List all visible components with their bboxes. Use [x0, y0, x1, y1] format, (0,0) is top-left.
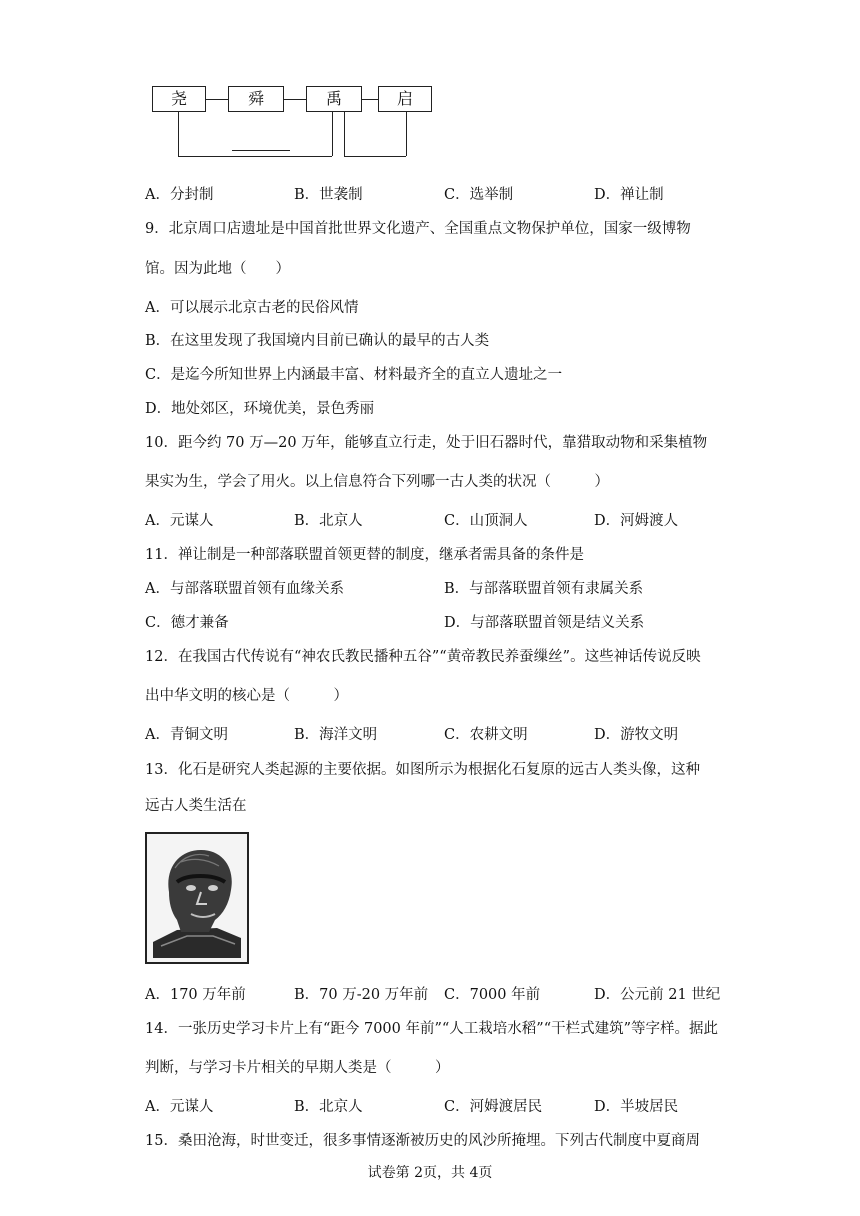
diagram-box-yao: 尧 [152, 86, 206, 112]
q9-option-d[interactable]: D．地处郊区，环境优美，景色秀丽 [145, 401, 375, 417]
q11-option-a[interactable]: A．与部落联盟首领有血缘关系 [145, 581, 344, 597]
q13-stem: 13．化石是研究人类起源的主要依据。如图所示为根据化石复原的远古人类头像，这种 [145, 762, 700, 778]
q12-option-b[interactable]: B．海洋文明 [294, 727, 378, 743]
q10-option-a[interactable]: A．元谋人 [145, 513, 214, 529]
q9-option-a[interactable]: A．可以展示北京古老的民俗风情 [145, 300, 359, 316]
q13-option-c[interactable]: C．7000 年前 [444, 987, 541, 1003]
q9-stem: 9．北京周口店遗址是中国首批世界文化遗产、全国重点文物保护单位，国家一级博物 [145, 221, 691, 237]
q9-option-b[interactable]: B．在这里发现了我国境内目前已确认的最早的古人类 [145, 333, 490, 349]
diagram-box-shun: 舜 [228, 86, 284, 112]
q14-stem: 14．一张历史学习卡片上有“距今 7000 年前”“人工栽培水稻”“干栏式建筑”等字样。据此 [145, 1021, 719, 1037]
q14-option-d[interactable]: D．半坡居民 [594, 1099, 679, 1115]
q14-option-c[interactable]: C．河姆渡居民 [444, 1099, 543, 1115]
q11-option-c[interactable]: C．德才兼备 [145, 615, 229, 631]
q12-option-a[interactable]: A．青铜文明 [145, 727, 228, 743]
q14-option-a[interactable]: A．元谋人 [145, 1099, 214, 1115]
succession-diagram [140, 70, 440, 165]
q9-stem-cont: 馆。因为此地（ ） [145, 261, 290, 277]
q14-option-b[interactable]: B．北京人 [294, 1099, 363, 1115]
q9-option-c[interactable]: C．是迄今所知世界上内涵最丰富、材料最齐全的直立人遗址之一 [145, 367, 563, 383]
q10-option-d[interactable]: D．河姆渡人 [594, 513, 679, 529]
q12-stem-cont: 出中华文明的核心是（ ） [145, 688, 348, 704]
q13-option-b[interactable]: B．70 万-20 万年前 [294, 987, 429, 1003]
diagram-connector [284, 99, 306, 100]
bracket-line [406, 112, 407, 156]
q13-option-a[interactable]: A．170 万年前 [145, 987, 246, 1003]
bracket-line [178, 112, 179, 156]
q11-option-b[interactable]: B．与部落联盟首领有隶属关系 [444, 581, 644, 597]
q8-option-d[interactable]: D．禅让制 [594, 187, 664, 203]
q14-stem-cont: 判断，与学习卡片相关的早期人类是（ ） [145, 1060, 450, 1076]
diagram-box-qi: 启 [378, 86, 432, 112]
q12-stem: 12．在我国古代传说有“神农氏教民播种五谷”“黄帝教民养蚕缫丝”。这些神话传说反映 [145, 649, 701, 665]
bracket-line [344, 156, 406, 157]
q13-stem-cont: 远古人类生活在 [145, 798, 247, 814]
diagram-connector [206, 99, 228, 100]
answer-blank [232, 150, 290, 151]
bracket-line [178, 156, 332, 157]
page-footer: 试卷第 2页，共 4页 [367, 1165, 493, 1181]
q11-stem: 11．禅让制是一种部落联盟首领更替的制度，继承者需具备的条件是 [145, 547, 584, 563]
fossil-head-illustration [147, 834, 247, 962]
diagram-connector [362, 99, 378, 100]
diagram-box-yu: 禹 [306, 86, 362, 112]
q10-stem: 10．距今约 70 万—20 万年，能够直立行走，处于旧石器时代，靠猎取动物和采集植物 [145, 435, 708, 451]
q8-option-a[interactable]: A．分封制 [145, 187, 214, 203]
q10-option-b[interactable]: B．北京人 [294, 513, 363, 529]
bracket-line [344, 112, 345, 156]
q12-option-c[interactable]: C．农耕文明 [444, 727, 528, 743]
q13-option-d[interactable]: D．公元前 21 世纪 [594, 987, 721, 1003]
q8-option-b[interactable]: B．世袭制 [294, 187, 363, 203]
q12-option-d[interactable]: D．游牧文明 [594, 727, 679, 743]
fossil-head-image [145, 832, 249, 964]
q11-option-d[interactable]: D．与部落联盟首领是结义关系 [444, 615, 645, 631]
q10-option-c[interactable]: C．山顶洞人 [444, 513, 528, 529]
q15-stem: 15．桑田沧海，时世变迁，很多事情逐渐被历史的风沙所掩埋。下列古代制度中夏商周 [145, 1133, 700, 1149]
bracket-line [332, 112, 333, 156]
q8-option-c[interactable]: C．选举制 [444, 187, 514, 203]
q10-stem-cont: 果实为生，学会了用火。以上信息符合下列哪一古人类的状况（ ） [145, 474, 609, 490]
